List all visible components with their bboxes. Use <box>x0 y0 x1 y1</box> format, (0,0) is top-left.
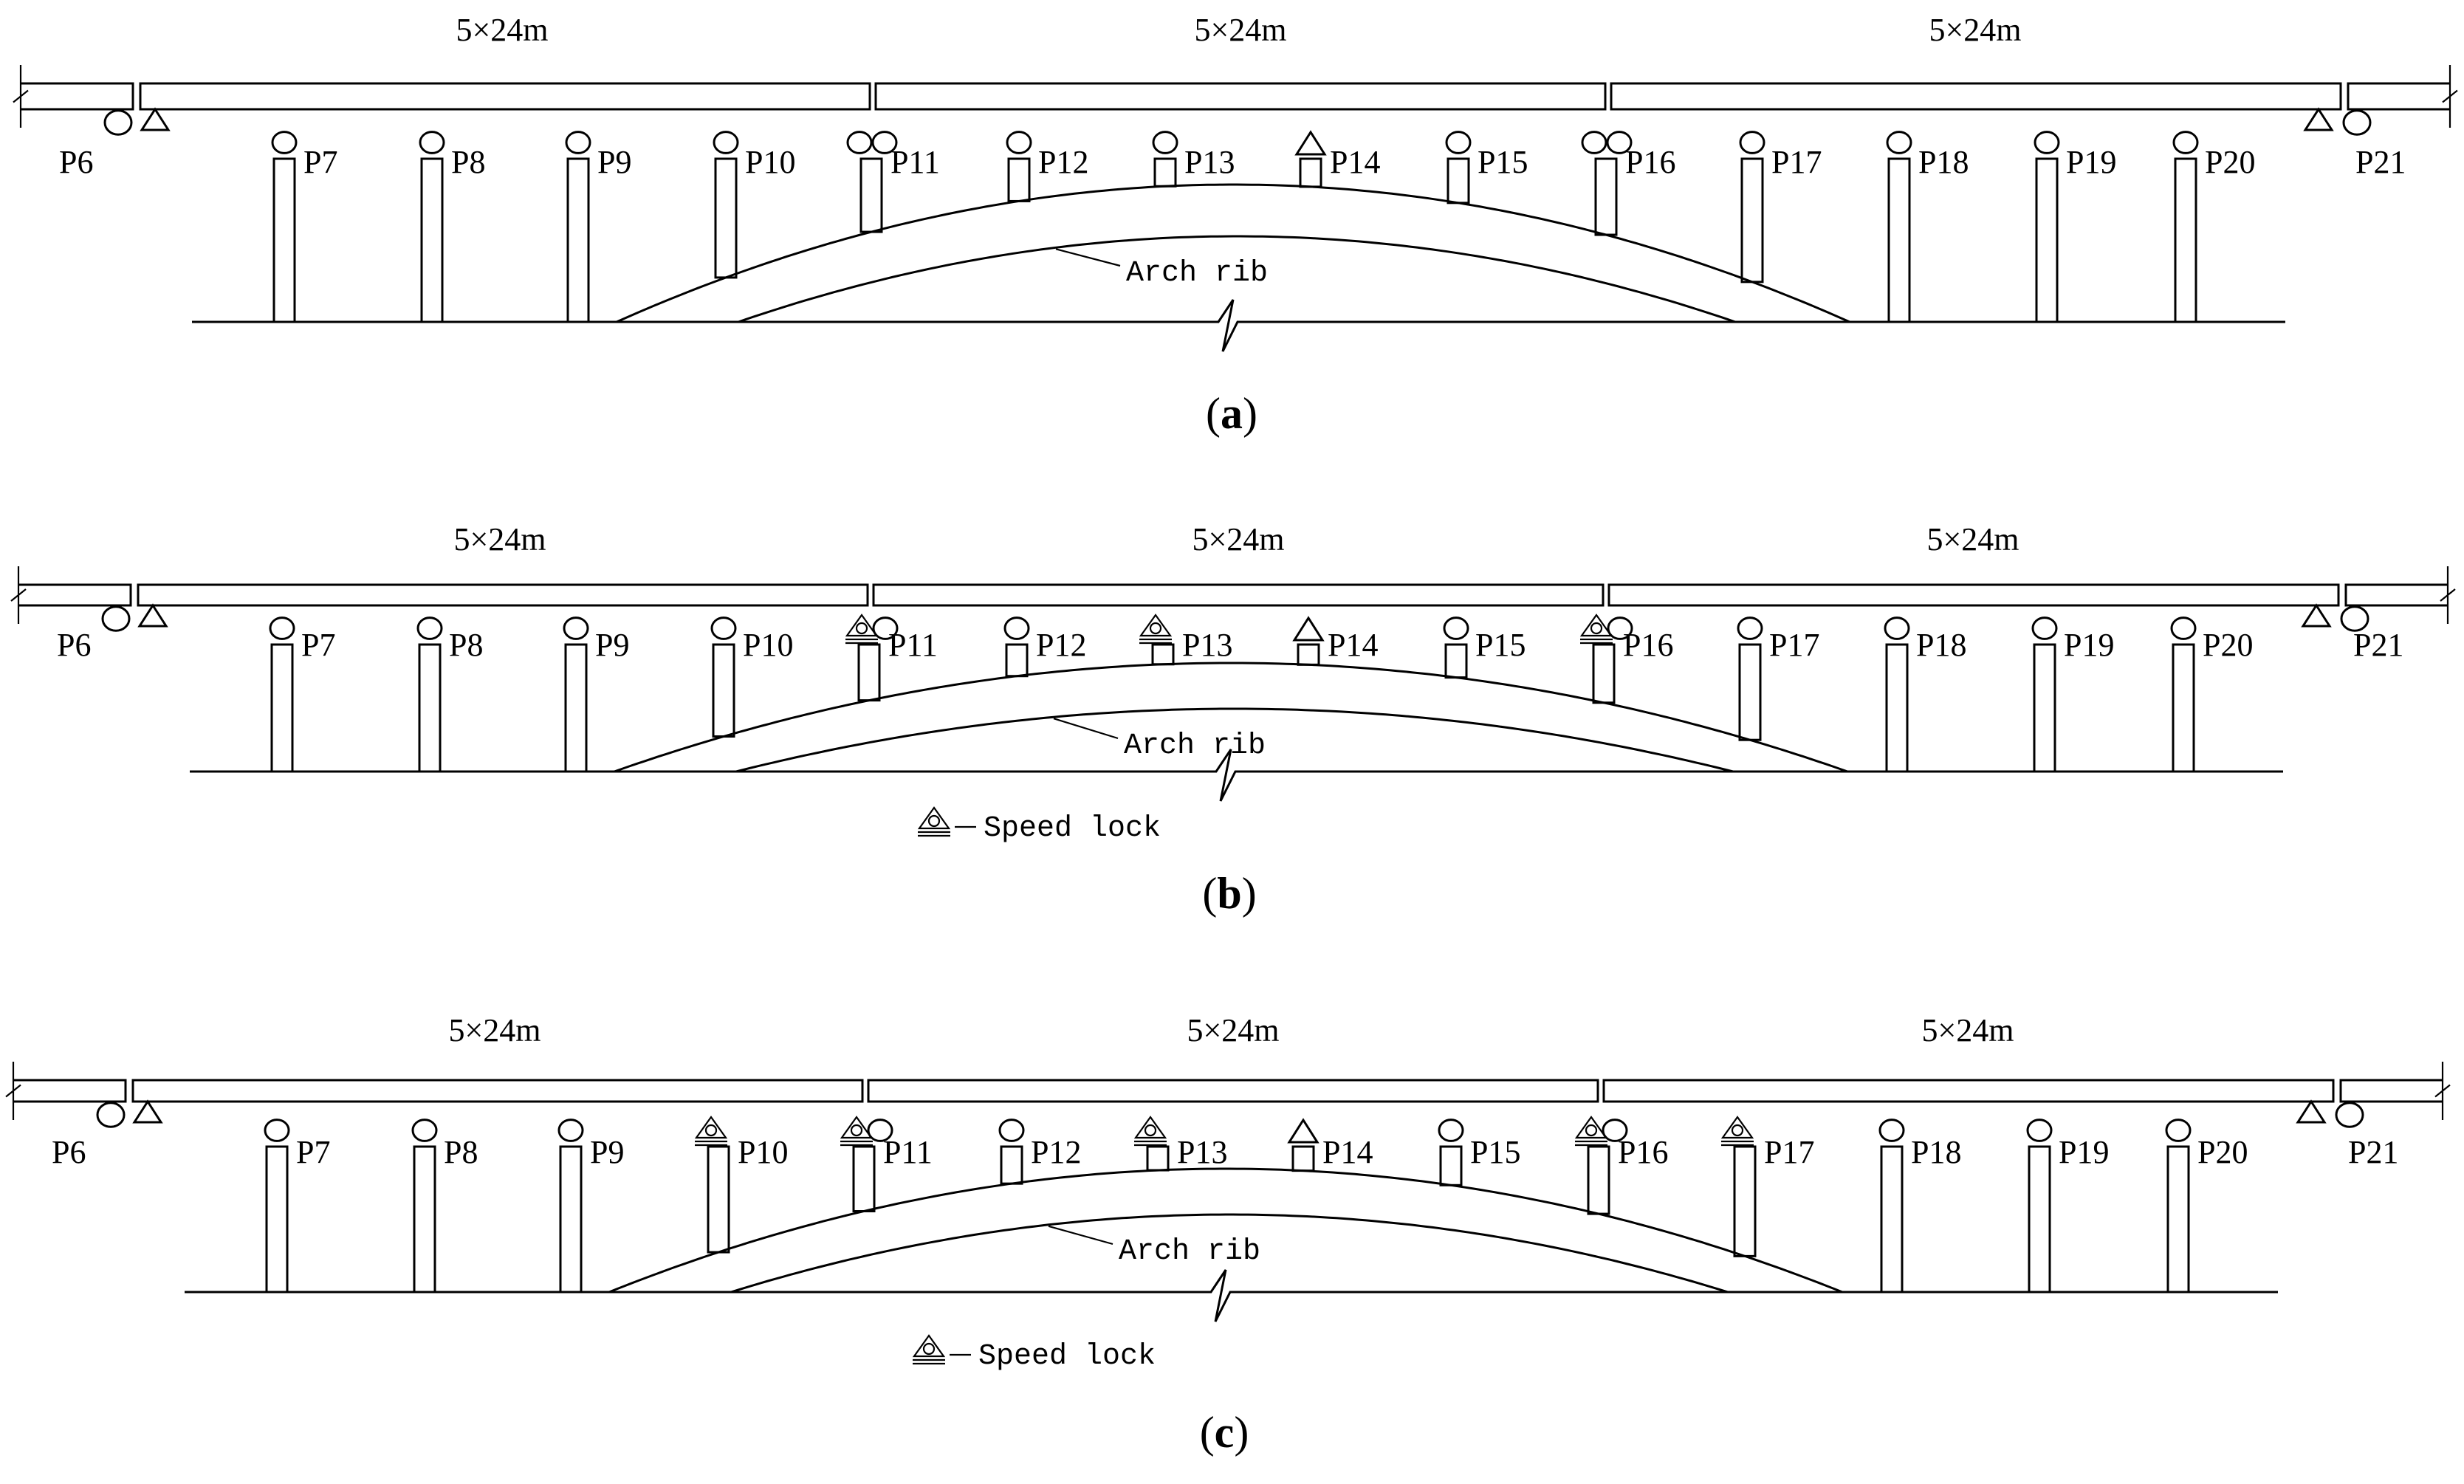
pier-P15 <box>1444 618 1526 678</box>
bearing-roller-P7 <box>270 618 294 639</box>
bearing-roller-P7 <box>265 1120 289 1141</box>
caption-open: ( <box>1206 389 1221 438</box>
pier-label-P19: P19 <box>2064 627 2115 663</box>
diagram-c <box>6 1012 2450 1457</box>
pier-column-P15 <box>1441 1147 1461 1185</box>
caption-close: ) <box>1241 869 1257 918</box>
pier-P19 <box>2033 618 2114 772</box>
pier-label-P6: P6 <box>52 1134 86 1170</box>
pier-column-P19 <box>2034 645 2055 772</box>
pier-label-P13: P13 <box>1177 1134 1228 1170</box>
pier-label-P9: P9 <box>590 1134 625 1170</box>
break-mark-left <box>6 1062 21 1120</box>
abutment-roller-left <box>103 607 129 631</box>
deck-stub-right <box>2341 1080 2443 1102</box>
deck-girder-3 <box>1604 1080 2333 1102</box>
speed-lock-legend-label: Speed lock <box>978 1340 1156 1373</box>
pier-label-P15: P15 <box>1470 1134 1521 1170</box>
speed-lock-legend <box>913 1336 1156 1373</box>
pier-P13 <box>1153 132 1235 187</box>
pier-label-P20: P20 <box>2205 144 2256 180</box>
pier-P9 <box>566 132 631 322</box>
pier-column-P18 <box>1887 645 1907 772</box>
pier-P18 <box>1887 132 1969 322</box>
break-mark-right <box>2440 566 2455 624</box>
bearing-roller-P15 <box>1439 1120 1463 1141</box>
pier-P17 <box>1721 1117 1814 1256</box>
bearing-roller-P10 <box>714 132 738 154</box>
pier-column-P16 <box>1596 159 1616 235</box>
pier-label-P19: P19 <box>2059 1134 2110 1170</box>
pier-P9 <box>559 1120 624 1292</box>
pier-column-P13 <box>1147 1147 1168 1170</box>
pier-column-P10 <box>715 159 736 278</box>
speed-lock-icon-P13 <box>1134 1117 1167 1145</box>
pier-column-P16 <box>1593 645 1614 703</box>
pier-P17 <box>1740 132 1822 282</box>
caption-letter: a <box>1221 389 1243 438</box>
pier-P8 <box>418 618 483 772</box>
pier-label-P12: P12 <box>1036 627 1087 663</box>
caption-c <box>1200 1408 1249 1457</box>
bearing-roller-P19 <box>2035 132 2059 154</box>
caption-letter: c <box>1214 1408 1235 1457</box>
pier-P15 <box>1447 132 1528 203</box>
pier-label-P17: P17 <box>1771 144 1822 180</box>
pier-column-P11 <box>861 159 882 232</box>
pier-label-P10: P10 <box>738 1134 789 1170</box>
bearing-roller-P12 <box>1000 1120 1023 1141</box>
pier-P19 <box>2028 1120 2109 1292</box>
span-label-3: 5×24m <box>1926 521 2019 557</box>
pier-P20 <box>2174 132 2255 322</box>
bearing-roller-P10 <box>712 618 735 639</box>
deck-stub-right <box>2348 83 2450 109</box>
pier-label-P13: P13 <box>1182 627 1233 663</box>
bearing-roller-P9 <box>564 618 588 639</box>
span-label-1: 5×24m <box>448 1012 541 1048</box>
pier-P16 <box>1582 132 1675 235</box>
pier-label-P13: P13 <box>1184 144 1235 180</box>
bearing-fixed-P14 <box>1289 1120 1317 1142</box>
pier-column-P18 <box>1881 1147 1902 1292</box>
bearing-roller-P7 <box>272 132 296 154</box>
pier-column-P20 <box>2175 159 2196 322</box>
ground-line <box>192 300 2285 351</box>
pier-column-P9 <box>560 1147 581 1292</box>
pier-P20 <box>2166 1120 2248 1292</box>
bearing-roller-P19 <box>2033 618 2056 639</box>
pier-label-P15: P15 <box>1475 627 1526 663</box>
abutment-roller-right <box>2336 1103 2363 1127</box>
pier-label-P21: P21 <box>2353 627 2404 663</box>
pier-label-P16: P16 <box>1625 144 1676 180</box>
pier-column-P17 <box>1742 159 1763 282</box>
pier-label-P20: P20 <box>2197 1134 2248 1170</box>
pier-column-P8 <box>419 645 440 772</box>
pier-P18 <box>1880 1120 1961 1292</box>
break-mark-right <box>2443 65 2457 128</box>
caption-open: ( <box>1202 869 1218 918</box>
pier-label-P12: P12 <box>1031 1134 1082 1170</box>
pier-P17 <box>1738 618 1819 741</box>
ground-line <box>185 1270 2278 1322</box>
abutment-fixed-left <box>134 1102 161 1122</box>
pier-P18 <box>1885 618 1966 772</box>
pier-column-P12 <box>1006 645 1027 676</box>
pier-column-P14 <box>1298 645 1319 664</box>
pier-P8 <box>413 1120 478 1292</box>
abutment-fixed-left <box>142 109 168 130</box>
deck-girder-3 <box>1611 83 2341 109</box>
pier-label-P8: P8 <box>451 144 486 180</box>
span-label-2: 5×24m <box>1194 12 1287 48</box>
pier-label-P16: P16 <box>1618 1134 1669 1170</box>
pier-column-P13 <box>1155 159 1176 186</box>
pier-column-P7 <box>267 1147 287 1292</box>
bearing-roller-P9 <box>566 132 590 154</box>
bearing-roller-P20 <box>2174 132 2197 154</box>
pier-column-P10 <box>708 1147 729 1252</box>
break-mark-right <box>2435 1062 2450 1120</box>
arch-rib-label: Arch rib <box>1124 729 1266 763</box>
pier-column-P9 <box>566 645 586 772</box>
deck-girder-2 <box>874 585 1603 605</box>
abutment-fixed-right <box>2303 605 2330 626</box>
pier-label-P9: P9 <box>597 144 632 180</box>
pier-P7 <box>265 1120 330 1292</box>
pier-label-P17: P17 <box>1769 627 1820 663</box>
pier-label-P18: P18 <box>1911 1134 1962 1170</box>
pier-label-P16: P16 <box>1623 627 1674 663</box>
abutment-fixed-right <box>2305 109 2332 130</box>
deck-stub-left <box>18 585 131 605</box>
pier-column-P20 <box>2173 645 2194 772</box>
speed-lock-legend-icon <box>913 1336 945 1364</box>
deck-stub-left <box>13 1080 126 1102</box>
span-label-3: 5×24m <box>1929 12 2022 48</box>
pier-P10 <box>712 618 793 737</box>
break-mark-left <box>11 566 26 624</box>
deck-stub-right <box>2346 585 2448 605</box>
pier-P15 <box>1439 1120 1520 1186</box>
pier-label-P17: P17 <box>1764 1134 1815 1170</box>
bearing-roller-P8 <box>420 132 444 154</box>
pier-column-P10 <box>713 645 734 737</box>
pier-column-P16 <box>1588 1147 1609 1214</box>
caption-open: ( <box>1199 1408 1215 1457</box>
pier-column-P15 <box>1448 159 1469 203</box>
bearing-roller-P15 <box>1444 618 1468 639</box>
pier-label-P11: P11 <box>888 627 938 663</box>
pier-column-P8 <box>414 1147 435 1292</box>
pier-column-P9 <box>568 159 588 322</box>
pier-label-P14: P14 <box>1322 1134 1373 1170</box>
pier-label-P14: P14 <box>1328 627 1379 663</box>
pier-label-P6: P6 <box>59 144 94 180</box>
bearing-roller-P9 <box>559 1120 583 1141</box>
abutment-fixed-left <box>140 605 166 626</box>
arch-rib-label: Arch rib <box>1126 257 1269 290</box>
bearing-roller-P15 <box>1447 132 1470 154</box>
pier-P10 <box>695 1117 788 1252</box>
pier-label-P7: P7 <box>301 627 336 663</box>
bearing-roller-P18 <box>1885 618 1909 639</box>
deck-girder-1 <box>138 585 868 605</box>
bearing-roller-P19 <box>2028 1120 2051 1141</box>
arch-rib-leader <box>1049 1226 1113 1244</box>
pier-P14 <box>1294 618 1378 664</box>
pier-column-P8 <box>422 159 442 322</box>
pier-P8 <box>420 132 485 322</box>
deck-girder-1 <box>133 1080 862 1102</box>
span-label-3: 5×24m <box>1921 1012 2014 1048</box>
pier-label-P19: P19 <box>2066 144 2117 180</box>
bearing-roller-P18 <box>1880 1120 1904 1141</box>
pier-P16 <box>1575 1117 1668 1214</box>
span-label-2: 5×24m <box>1187 1012 1280 1048</box>
speed-lock-icon-P10 <box>695 1117 727 1145</box>
diagram-a <box>13 12 2457 438</box>
pier-P11 <box>848 132 940 232</box>
pier-label-P9: P9 <box>595 627 630 663</box>
deck-girder-3 <box>1609 585 2338 605</box>
pier-column-P12 <box>1009 159 1029 201</box>
deck-girder-2 <box>876 83 1605 109</box>
pier-label-P15: P15 <box>1478 144 1528 180</box>
pier-P10 <box>714 132 795 278</box>
caption-a <box>1206 389 1257 438</box>
span-label-1: 5×24m <box>453 521 546 557</box>
pier-column-P14 <box>1293 1147 1314 1171</box>
pier-column-P18 <box>1889 159 1909 322</box>
bearing-roller-P13 <box>1153 132 1177 154</box>
pier-P14 <box>1297 132 1380 187</box>
pier-label-P21: P21 <box>2355 144 2406 180</box>
abutment-roller-left <box>105 111 131 134</box>
pier-label-P10: P10 <box>745 144 796 180</box>
pier-label-P14: P14 <box>1330 144 1381 180</box>
bearing-roller-P8 <box>413 1120 436 1141</box>
pier-column-P13 <box>1153 645 1173 664</box>
pier-column-P20 <box>2168 1147 2189 1292</box>
pier-label-P6: P6 <box>57 627 92 663</box>
pier-P11 <box>845 615 938 701</box>
pier-P13 <box>1134 1117 1227 1170</box>
pier-column-P19 <box>2036 159 2057 322</box>
pier-column-P17 <box>1740 645 1760 740</box>
pier-label-P18: P18 <box>1916 627 1967 663</box>
deck-girder-1 <box>140 83 870 109</box>
pier-P13 <box>1139 615 1232 664</box>
caption-b <box>1202 869 1256 918</box>
bearing-fixed-P14 <box>1297 132 1325 154</box>
pier-label-P10: P10 <box>743 627 794 663</box>
pier-label-P12: P12 <box>1038 144 1089 180</box>
pier-label-P20: P20 <box>2203 627 2254 663</box>
speed-lock-legend-icon <box>918 808 950 836</box>
abutment-fixed-right <box>2298 1102 2324 1122</box>
bearing-roller-P20 <box>2172 618 2195 639</box>
bearing-roller-P18 <box>1887 132 1911 154</box>
pier-label-P18: P18 <box>1918 144 1969 180</box>
pier-label-P7: P7 <box>303 144 338 180</box>
pier-label-P7: P7 <box>296 1134 331 1170</box>
bearing-roller-P8 <box>418 618 442 639</box>
pier-label-P21: P21 <box>2348 1134 2399 1170</box>
span-label-1: 5×24m <box>456 12 549 48</box>
pier-P20 <box>2172 618 2253 772</box>
caption-letter: b <box>1217 869 1242 918</box>
pier-P19 <box>2035 132 2116 322</box>
caption-close: ) <box>1243 389 1257 438</box>
pier-P7 <box>270 618 335 772</box>
speed-lock-legend <box>918 808 1161 845</box>
speed-lock-legend-label: Speed lock <box>984 812 1161 845</box>
pier-column-P11 <box>859 645 879 701</box>
bearing-roller-P12 <box>1005 618 1029 639</box>
arch-rib-label: Arch rib <box>1119 1235 1261 1268</box>
pier-P11 <box>840 1117 933 1212</box>
arch-rib-leader <box>1056 249 1120 266</box>
bearing-roller-a-P11 <box>848 132 871 154</box>
pier-column-P12 <box>1001 1147 1022 1184</box>
pier-P16 <box>1580 615 1673 703</box>
pier-label-P11: P11 <box>883 1134 933 1170</box>
bearing-roller-P20 <box>2166 1120 2190 1141</box>
diagram-b <box>11 521 2455 918</box>
pier-column-P15 <box>1446 645 1466 678</box>
speed-lock-icon-P17 <box>1721 1117 1754 1145</box>
pier-label-P8: P8 <box>444 1134 478 1170</box>
pier-P9 <box>564 618 629 772</box>
bearing-roller-P12 <box>1007 132 1031 154</box>
pier-P14 <box>1289 1120 1373 1171</box>
caption-close: ) <box>1234 1408 1249 1457</box>
abutment-roller-left <box>97 1103 124 1127</box>
break-mark-left <box>13 65 28 128</box>
pier-P12 <box>1005 618 1086 676</box>
pier-P12 <box>1000 1120 1081 1184</box>
bearing-roller-a-P16 <box>1582 132 1606 154</box>
deck-stub-left <box>21 83 133 109</box>
abutment-roller-right <box>2344 111 2370 134</box>
pier-label-P11: P11 <box>890 144 940 180</box>
arch-rib-leader <box>1054 718 1118 738</box>
span-label-2: 5×24m <box>1192 521 1285 557</box>
bearing-fixed-P14 <box>1294 618 1322 640</box>
pier-P12 <box>1007 132 1088 202</box>
bearing-roller-P17 <box>1740 132 1764 154</box>
pier-P7 <box>272 132 337 322</box>
pier-column-P11 <box>854 1147 874 1212</box>
speed-lock-icon-P13 <box>1139 615 1172 643</box>
bearing-roller-P17 <box>1738 618 1762 639</box>
deck-girder-2 <box>868 1080 1598 1102</box>
pier-column-P17 <box>1734 1147 1755 1256</box>
pier-column-P7 <box>274 159 295 322</box>
pier-label-P8: P8 <box>449 627 484 663</box>
pier-column-P19 <box>2029 1147 2050 1292</box>
pier-column-P7 <box>272 645 292 772</box>
pier-column-P14 <box>1300 159 1321 187</box>
